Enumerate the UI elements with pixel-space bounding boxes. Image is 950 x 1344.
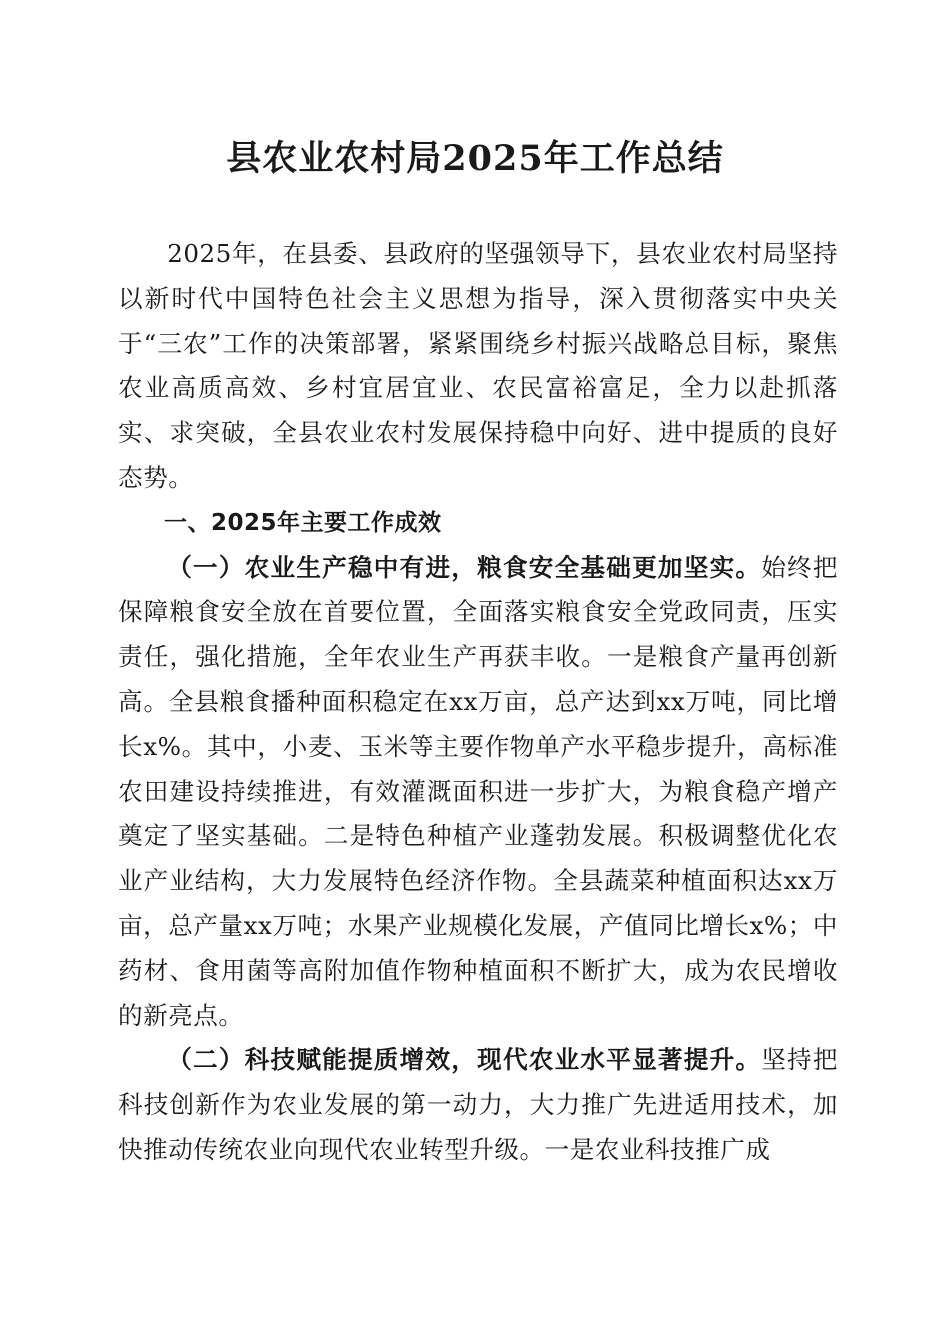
subsection-lead: （一）农业生产稳中有进，粮食安全基础更加坚实。 — [167, 552, 762, 582]
subsection-paragraph — [118, 1038, 838, 1172]
subsection-body: 坚持把科技创新作为农业发展的第一动力，大力推广先进适用技术，加快推动传统农业向现代农业转型升级。一是农业科技推广成 — [118, 1045, 838, 1164]
subsection-body: 始终把保障粮食安全放在首要位置，全面落实粮食安全党政同责，压实责任，强化措施，全年农业生产再获丰收。一是粮食产量再创新高。全县粮食播种面积稳定在xx万亩，总产达到xx万吨，同比增长x%。其中，小麦、玉米等主要作物单产水平稳步提升，高标准农田建设持续推进，有效灌溉面积进一步扩大，为粮食稳产增产奠定了坚实基础。二是特色种植产业蓬勃发展。积极调整优化农业产业结构，大力发展特色经济作物。全县蔬菜种植面积达xx万亩，总产量xx万吨；水果产业规模化发展，产值同比增长x%；中药材、食用菌等高附加值作物种植面积不断扩大，成为农民增收的新亮点。 — [118, 552, 838, 1030]
subsection-paragraph — [118, 546, 838, 1039]
document-title: 县农业农村局2025年工作总结 — [226, 138, 724, 179]
subsection-lead: （二）科技赋能提质增效，现代农业水平显著提升。 — [167, 1045, 762, 1075]
section-heading: 一、2025年主要工作成效 — [164, 509, 442, 536]
intro-paragraph: 2025年，在县委、县政府的坚强领导下，县农业农村局坚持以新时代中国特色社会主义思想为指导，深入贯彻落实中央关于“三农”工作的决策部署，紧紧围绕乡村振兴战略总目标，聚焦农业高质高效、乡村宜居宜业、农民富裕富足，全力以赴抓落实、求突破，全县农业农村发展保持稳中向好、进中提质的良好态势。 — [118, 239, 838, 492]
document-body — [118, 232, 838, 1173]
